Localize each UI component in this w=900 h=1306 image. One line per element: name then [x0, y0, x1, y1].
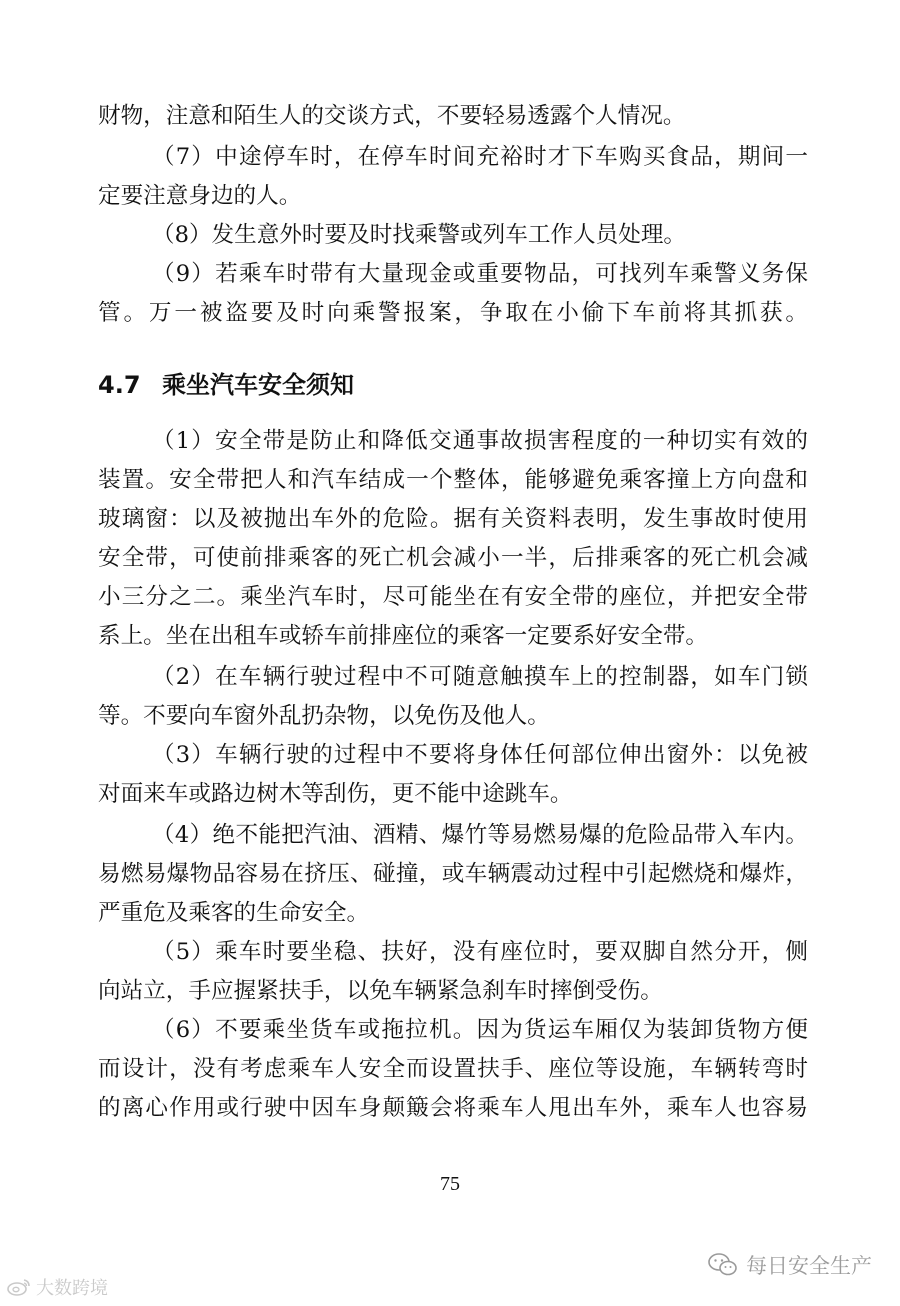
text-line: （5）乘车时要坐稳、扶好，没有座位时，要双脚自然分开，侧 — [152, 939, 808, 965]
text-line: 财物，注意和陌生人的交谈方式，不要轻易透露个人情况。 — [98, 103, 686, 129]
watermark-left-text: 大数跨境 — [36, 1278, 108, 1299]
text-line: 的离心作用或行驶中因车身颠簸会将乘车人甩出车外，乘车人也容易 — [98, 1095, 808, 1121]
text-line: 向站立，手应握紧扶手，以免车辆紧急刹车时摔倒受伤。 — [98, 978, 663, 1004]
text-line: 安全带，可使前排乘客的死亡机会减小一半，后排乘客的死亡机会减 — [98, 545, 808, 571]
text-line: 而设计，没有考虑乘车人安全而设置扶手、座位等设施，车辆转弯时 — [98, 1056, 808, 1082]
text-line: （1）安全带是防止和降低交通事故损害程度的一种切实有效的 — [152, 428, 808, 454]
wechat-logo-icon — [708, 1252, 738, 1278]
weibo-logo-icon — [6, 1277, 32, 1297]
section-title: 乘坐汽车安全须知 — [162, 371, 354, 399]
text-line: （8）发生意外时要及时找乘警或列车工作人员处理。 — [152, 222, 687, 248]
text-line: （6）不要乘坐货车或拖拉机。因为货运车厢仅为装卸货物方便 — [152, 1017, 808, 1043]
text-line: （7）中途停车时，在停车时间充裕时才下车购买食品，期间一 — [152, 144, 808, 170]
text-line: （3）车辆行驶的过程中不要将身体任何部位伸出窗外：以免被 — [152, 742, 808, 768]
text-line: （9）若乘车时带有大量现金或重要物品，可找列车乘警义务保 — [152, 261, 808, 287]
section-number: 4.7 — [98, 371, 141, 399]
text-line: 定要注意身边的人。 — [98, 183, 302, 209]
text-line: 管。万一被盗要及时向乘警报案，争取在小偷下车前将其抓获。 — [98, 300, 808, 326]
text-line: 严重危及乘客的生命安全。 — [98, 900, 370, 926]
text-line: （2）在车辆行驶过程中不可随意触摸车上的控制器，如车门锁 — [152, 664, 808, 690]
text-line: （4）绝不能把汽油、酒精、爆竹等易燃易爆的危险品带入车内。 — [152, 822, 808, 848]
text-line: 装置。安全带把人和汽车结成一个整体，能够避免乘客撞上方向盘和 — [98, 467, 808, 493]
text-line: 易燃易爆物品容易在挤压、碰撞，或车辆震动过程中引起燃烧和爆炸， — [98, 861, 808, 887]
watermark-right-text: 每日安全生产 — [746, 1254, 872, 1278]
text-line: 系上。坐在出租车或轿车前排座位的乘客一定要系好安全带。 — [98, 623, 709, 649]
text-line: 对面来车或路边树木等刮伤，更不能中途跳车。 — [98, 781, 573, 807]
watermark-left — [6, 1274, 108, 1300]
section-heading — [98, 367, 354, 403]
text-line: 小三分之二。乘坐汽车时，尽可能坐在有安全带的座位，并把安全带 — [98, 584, 808, 610]
page-number: 75 — [440, 1173, 460, 1195]
text-line: 玻璃窗：以及被抛出车外的危险。据有关资料表明，发生事故时使用 — [98, 506, 808, 532]
watermark-right — [708, 1250, 872, 1280]
text-line: 等。不要向车窗外乱扔杂物，以免伤及他人。 — [98, 703, 550, 729]
